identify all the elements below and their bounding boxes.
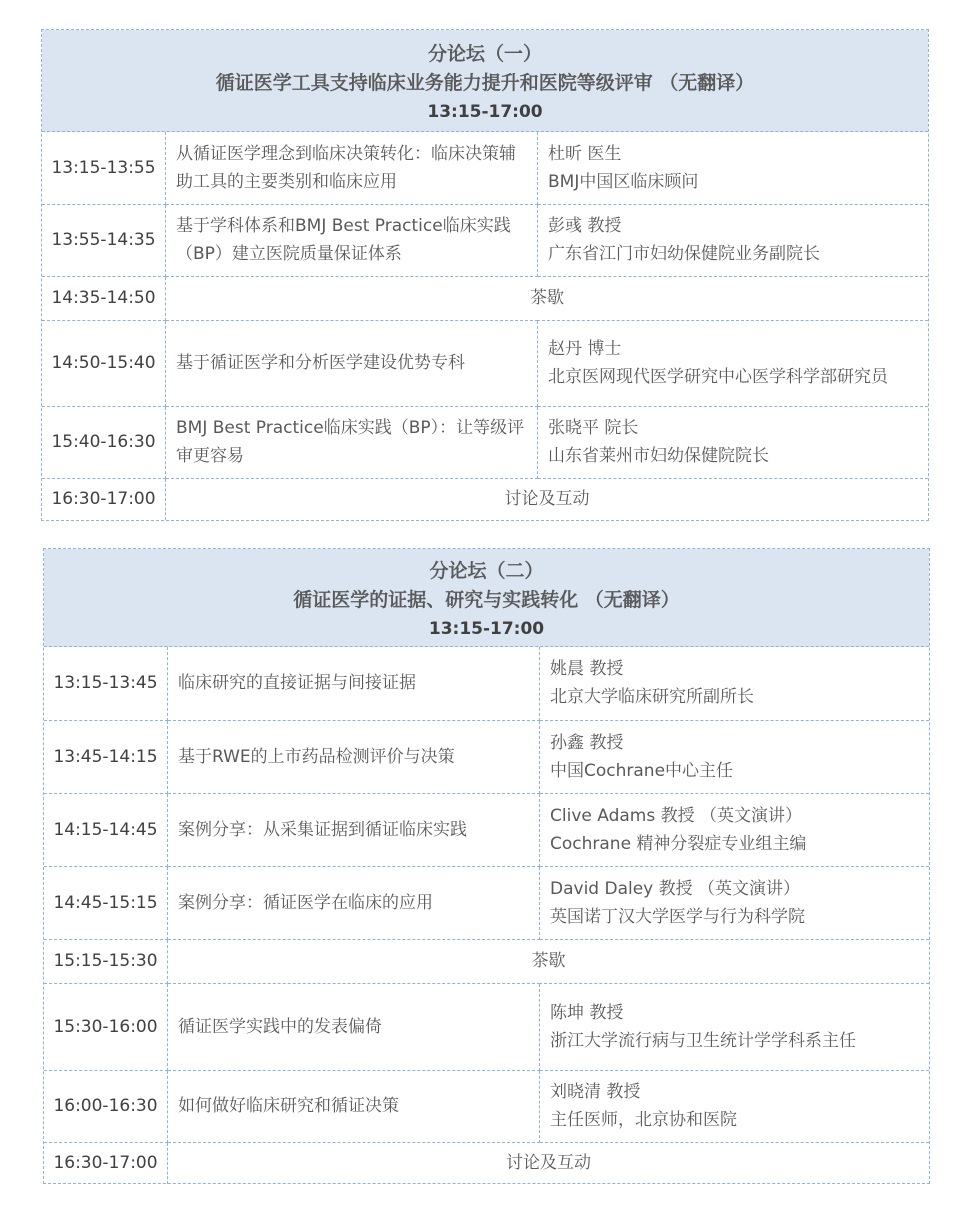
speaker-name: 彭彧 教授 xyxy=(548,216,622,236)
speaker-affiliation: 广东省江门市妇幼保健院业务副院长 xyxy=(548,244,820,264)
table-row xyxy=(44,866,929,939)
session-two-table xyxy=(43,548,930,1184)
table-row xyxy=(44,983,929,1070)
row-speaker xyxy=(540,1070,930,1142)
session-two-schedule xyxy=(44,647,929,1184)
row-time: 13:15-13:55 xyxy=(42,132,166,204)
row-topic: 基于学科体系和BMJ Best Practice临床实践（BP）建立医院质量保证体系 xyxy=(166,204,538,276)
break-label: 茶歇 xyxy=(166,276,929,320)
row-speaker xyxy=(538,132,929,204)
row-topic: BMJ Best Practice临床实践（BP）：让等级评审更容易 xyxy=(166,406,538,478)
table-row xyxy=(42,478,928,520)
row-topic: 案例分享：循证医学在临床的应用 xyxy=(168,866,540,939)
speaker-name: Clive Adams 教授 （英文演讲） xyxy=(550,805,803,826)
speaker-affiliation: 北京医网现代医学研究中心医学科学部研究员 xyxy=(548,367,888,387)
discussion-label: 讨论及互动 xyxy=(504,489,590,510)
speaker-name: 陈坤 教授 xyxy=(550,1002,624,1023)
row-topic: 临床研究的直接证据与间接证据 xyxy=(168,647,540,720)
speaker-affiliation: Cochrane 精神分裂症专业组主编 xyxy=(550,833,807,854)
row-time: 15:30-16:00 xyxy=(44,983,168,1070)
table-row xyxy=(44,793,929,866)
session-one-subtitle: 循证医学工具支持临床业务能力提升和医院等级评审 （无翻译） xyxy=(215,72,755,94)
row-speaker xyxy=(538,406,929,478)
speaker-affiliation: 中国Cochrane中心主任 xyxy=(550,760,734,781)
session-two-time: 13:15-17:00 xyxy=(428,619,545,639)
table-row xyxy=(44,647,929,720)
speaker-name: 杜昕 医生 xyxy=(548,143,622,164)
row-topic: 如何做好临床研究和循证决策 xyxy=(168,1070,540,1142)
table-row xyxy=(42,320,928,406)
row-topic: 案例分享：从采集证据到循证临床实践 xyxy=(168,793,540,866)
row-topic: 基于循证医学和分析医学建设优势专科 xyxy=(166,320,538,406)
break-label: 茶歇 xyxy=(168,939,930,983)
session-one-title: 分论坛（一） xyxy=(427,43,542,65)
row-time: 14:35-14:50 xyxy=(42,276,166,320)
session-two-header xyxy=(44,549,929,647)
session-one-time: 13:15-17:00 xyxy=(427,102,543,122)
table-row xyxy=(42,406,928,478)
speaker-affiliation: 浙江大学流行病与卫生统计学学科系主任 xyxy=(550,1030,856,1051)
discussion-label: 讨论及互动 xyxy=(506,1153,591,1174)
session-one-header xyxy=(42,30,928,132)
speaker-name: 张晓平 院长 xyxy=(548,418,639,438)
table-row xyxy=(44,939,929,983)
speaker-affiliation: 英国诺丁汉大学医学与行为科学院 xyxy=(550,906,805,927)
speaker-affiliation: 山东省莱州市妇幼保健院院长 xyxy=(548,446,769,466)
row-time: 16:30-17:00 xyxy=(42,478,166,520)
row-speaker xyxy=(538,204,929,276)
row-time: 14:45-15:15 xyxy=(44,866,168,939)
speaker-name: 孙鑫 教授 xyxy=(550,732,624,753)
speaker-name: 赵丹 博士 xyxy=(548,339,622,359)
speaker-name: David Daley 教授 （英文演讲） xyxy=(550,878,801,899)
row-time: 13:45-14:15 xyxy=(44,720,168,793)
row-topic: 基于RWE的上市药品检测评价与决策 xyxy=(168,720,540,793)
speaker-affiliation: BMJ中国区临床顾问 xyxy=(548,171,699,192)
speaker-affiliation: 主任医师，北京协和医院 xyxy=(550,1110,737,1130)
row-time: 13:15-13:45 xyxy=(44,647,168,720)
session-two-subtitle: 循证医学的证据、研究与实践转化 （无翻译） xyxy=(293,589,680,611)
speaker-name: 刘晓清 教授 xyxy=(550,1082,641,1102)
row-speaker xyxy=(540,866,930,939)
table-row xyxy=(42,204,928,276)
row-speaker xyxy=(540,647,930,720)
table-row xyxy=(44,720,929,793)
row-time: 14:15-14:45 xyxy=(44,793,168,866)
row-topic: 从循证医学理念到临床决策转化：临床决策辅助工具的主要类别和临床应用 xyxy=(166,132,538,204)
row-time: 14:50-15:40 xyxy=(42,320,166,406)
row-time: 16:30-17:00 xyxy=(44,1142,168,1184)
row-time: 15:15-15:30 xyxy=(44,939,168,983)
session-one-table xyxy=(41,29,929,521)
row-time: 13:55-14:35 xyxy=(42,204,166,276)
row-topic: 循证医学实践中的发表偏倚 xyxy=(168,983,540,1070)
table-row xyxy=(42,132,928,204)
row-speaker xyxy=(540,720,930,793)
row-speaker xyxy=(538,320,929,406)
session-one-schedule xyxy=(42,132,928,520)
speaker-affiliation: 北京大学临床研究所副所长 xyxy=(550,687,754,708)
table-row xyxy=(44,1142,929,1184)
session-two-title: 分论坛（二） xyxy=(429,560,544,582)
table-row xyxy=(44,1070,929,1142)
speaker-name: 姚晨 教授 xyxy=(550,659,624,680)
row-speaker xyxy=(540,983,930,1070)
row-time: 15:40-16:30 xyxy=(42,406,166,478)
table-row xyxy=(42,276,928,320)
row-speaker xyxy=(540,793,930,866)
row-time: 16:00-16:30 xyxy=(44,1070,168,1142)
